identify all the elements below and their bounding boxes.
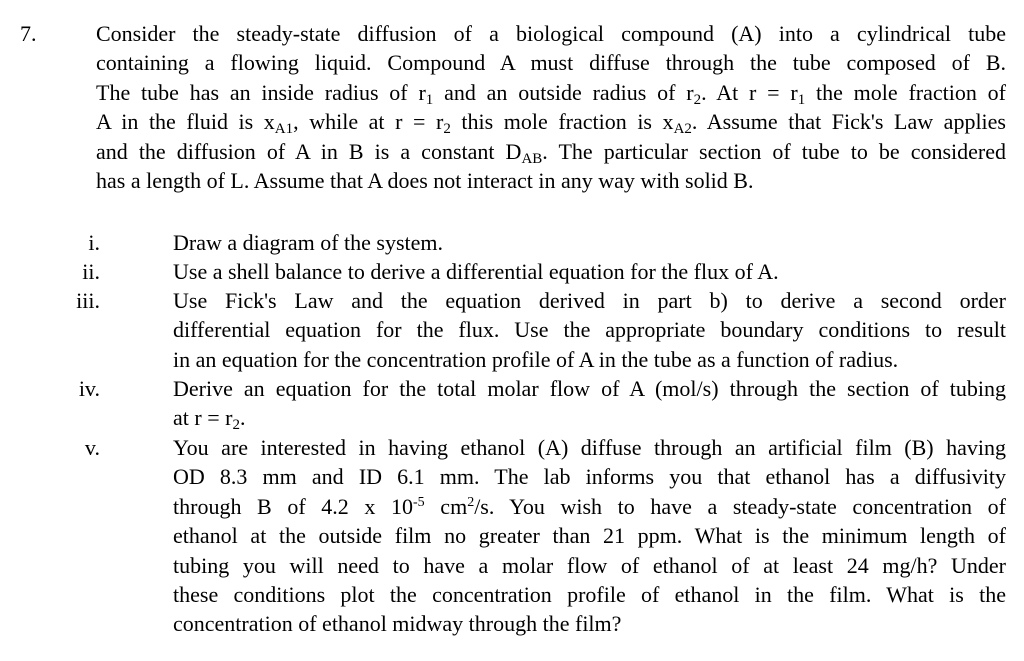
statement-text: The tube has an inside radius of r — [96, 79, 426, 105]
part-line: ethanol at the outside film no greater than 21 ppm. What is the minimum length of — [173, 523, 1006, 549]
part-text-run: cm — [424, 493, 468, 519]
part-line: Derive an equation for the total molar flow of A (mol/s) through the section of tubing — [173, 376, 1006, 401]
statement-text: has a length of L. Assume that A does not interact in any way with solid B. — [96, 168, 754, 194]
statement-text: Consider the steady-state diffusion of a biological compound (A) into a cylindrical tube — [96, 21, 1006, 46]
statement-line-6 — [96, 166, 1006, 195]
subscript: 2 — [232, 417, 240, 434]
subscript: A1 — [274, 121, 294, 138]
question-number: 7. — [20, 21, 37, 46]
part-line: Use Fick's Law and the equation derived in part b) to derive a second order — [173, 288, 1006, 313]
superscript: -5 — [413, 494, 425, 510]
subscript: 2 — [443, 121, 451, 138]
statement-line-2 — [96, 48, 1006, 77]
statement-line-1 — [96, 19, 1006, 48]
part-number: iii. — [76, 288, 100, 313]
statement-text: this mole fraction is x — [450, 109, 674, 135]
part-number: v. — [84, 435, 100, 460]
statement-text: and the diffusion of A in B is a constant D — [96, 138, 522, 164]
part-text-run: through B of 4.2 x 10 — [173, 493, 414, 519]
subscript: 1 — [797, 91, 806, 108]
superscript: 2 — [467, 494, 475, 510]
subscript: A2 — [673, 121, 692, 138]
part-number: iv. — [78, 376, 100, 401]
part-number: ii. — [82, 259, 100, 284]
part-text — [173, 228, 1006, 257]
part-line: You are interested in having ethanol (A) diffuse through an artificial film (B) having — [173, 435, 1006, 460]
statement-text: . Assume that Fick's Law applies — [691, 109, 1006, 135]
subscript: 1 — [425, 91, 434, 108]
part-text — [173, 374, 1006, 433]
part-line: differential equation for the flux. Use the appropriate boundary conditions to result — [173, 317, 1006, 343]
part-text-run: at r = r — [173, 405, 233, 431]
question-statement — [96, 19, 1006, 195]
part-number: i. — [88, 230, 100, 255]
statement-line-4 — [96, 107, 1006, 136]
statement-text: , while at r = r — [293, 109, 444, 135]
statement-text: containing a flowing liquid. Compound A must diffuse through the tube composed of B. — [96, 50, 1006, 76]
part-line: tubing you will need to have a molar flow of ethanol of at least 24 mg/h? Under — [173, 552, 1006, 578]
part-line — [173, 403, 1006, 432]
part-text — [173, 257, 1006, 286]
part-text — [173, 433, 1006, 639]
subscript: AB — [521, 150, 543, 167]
part-text — [173, 286, 1006, 374]
statement-text: the mole fraction of — [805, 79, 1007, 105]
statement-text: . At r = r — [701, 79, 798, 105]
subscript: 2 — [693, 91, 702, 108]
statement-line-5 — [96, 137, 1006, 166]
part-line — [173, 492, 1006, 521]
part-line: concentration of ethanol midway through the film? — [173, 611, 622, 637]
statement-text: A in the fluid is x — [96, 109, 275, 135]
part-line: in an equation for the concentration profile of A in the tube as a function of radius. — [173, 346, 899, 372]
statement-text: and an outside radius of r — [433, 79, 694, 105]
part-line: OD 8.3 mm and ID 6.1 mm. The lab informs you that ethanol has a diffusivity — [173, 464, 1006, 490]
statement-line-3 — [96, 78, 1006, 107]
part-line: Use a shell balance to derive a differential equation for the flux of A. — [173, 259, 779, 284]
part-text-run: /s. You wish to have a steady-state concentration of — [474, 493, 1006, 519]
part-line: these conditions plot the concentration profile of ethanol in the film. What is the — [173, 582, 1006, 608]
part-text-run: . — [239, 405, 246, 431]
part-line: Draw a diagram of the system. — [173, 230, 444, 255]
statement-text: . The particular section of tube to be considered — [542, 138, 1006, 164]
